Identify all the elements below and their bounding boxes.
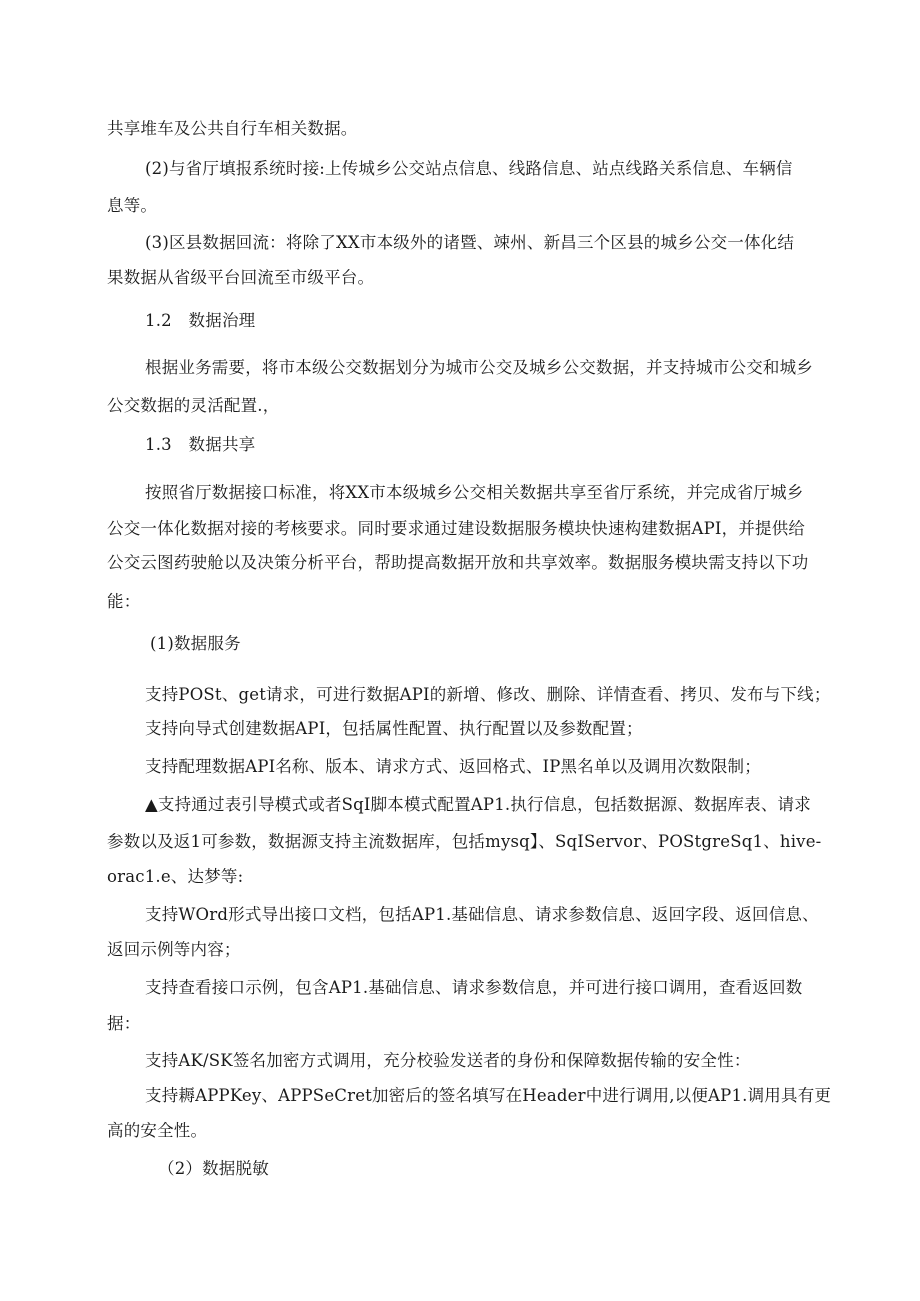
subsection-heading-data-service: (1)数据服务 bbox=[150, 634, 241, 653]
paragraph-line: 能： bbox=[107, 592, 141, 611]
paragraph-line: 息等。 bbox=[107, 196, 158, 215]
paragraph-line: 支持查看接口示例，包含AP1.基础信息、请求参数信息，并可进行接口调用，查看返回数 bbox=[145, 978, 803, 997]
section-heading-1-2: 1.2 数据治理 bbox=[145, 311, 256, 330]
section-heading-1-3: 1.3 数据共享 bbox=[145, 435, 256, 454]
subsection-heading-data-masking: （2）数据脱敏 bbox=[158, 1159, 269, 1178]
paragraph-line: 共享堆车及公共自行车相关数据。 bbox=[107, 119, 358, 138]
paragraph-line: 公交一体化数据对接的考核要求。同时要求通过建设数据服务模块快速构建数据API，并提供给 bbox=[107, 519, 806, 538]
paragraph-line: 参数以及返1可参数，数据源支持主流数据库，包括mysq】、SqIServor、POStgreSq1、hive- bbox=[107, 832, 822, 851]
paragraph-line: ▲支持通过表引导模式或者SqI脚本模式配置AP1.执行信息，包括数据源、数据库表、请求 bbox=[145, 795, 811, 814]
list-item-line: (3)区县数据回流：将除了XX市本级外的诸暨、竦州、新昌三个区县的城乡公交一体化结 bbox=[145, 233, 795, 252]
paragraph-line: 据： bbox=[107, 1014, 141, 1033]
paragraph-line: 根据业务需要，将市本级公交数据划分为城市公交及城乡公交数据，并支持城市公交和城乡 bbox=[145, 358, 813, 377]
paragraph-line: 支持向导式创建数据API，包括属性配置、执行配置以及参数配置； bbox=[145, 719, 643, 738]
paragraph-line: 支持POSt、get请求，可进行数据API的新增、修改、删除、详情查看、拷贝、发布与下线； bbox=[145, 685, 831, 704]
paragraph-line: 高的安全性。 bbox=[107, 1121, 208, 1140]
paragraph-line: orac1.e、达梦等: bbox=[107, 867, 244, 886]
paragraph-line: 公交数据的灵活配置.， bbox=[107, 396, 280, 415]
paragraph-line: 果数据从省级平台回流至市级平台。 bbox=[107, 268, 375, 287]
paragraph-line: 支持耨APPKey、APPSeCret加密后的签名填写在Header中进行调用,以便AP1.调用具有更 bbox=[145, 1086, 832, 1105]
paragraph-line: 支持WOrd形式导出接口文档，包括AP1.基础信息、请求参数信息、返回字段、返回信息、 bbox=[145, 905, 819, 924]
paragraph-line: 支持AK/SK签名加密方式调用，充分校验发送者的身份和保障数据传输的安全性： bbox=[145, 1051, 751, 1070]
paragraph-line: 支持配理数据API名称、版本、请求方式、返回格式、IP黑名单以及调用次数限制； bbox=[145, 757, 761, 776]
paragraph-line: 返回示例等内容； bbox=[107, 940, 241, 959]
paragraph-line: 公交云图药驶舱以及决策分析平台，帮助提高数据开放和共享效率。数据服务模块需支持以下功 bbox=[107, 553, 809, 572]
paragraph-line: 按照省厅数据接口标准，将XX市本级城乡公交相关数据共享至省厅系统，并完成省厅城乡 bbox=[145, 483, 804, 502]
list-item-line: (2)与省厅填报系统时接:上传城乡公交站点信息、线路信息、站点线路关系信息、车辆信 bbox=[145, 159, 793, 178]
